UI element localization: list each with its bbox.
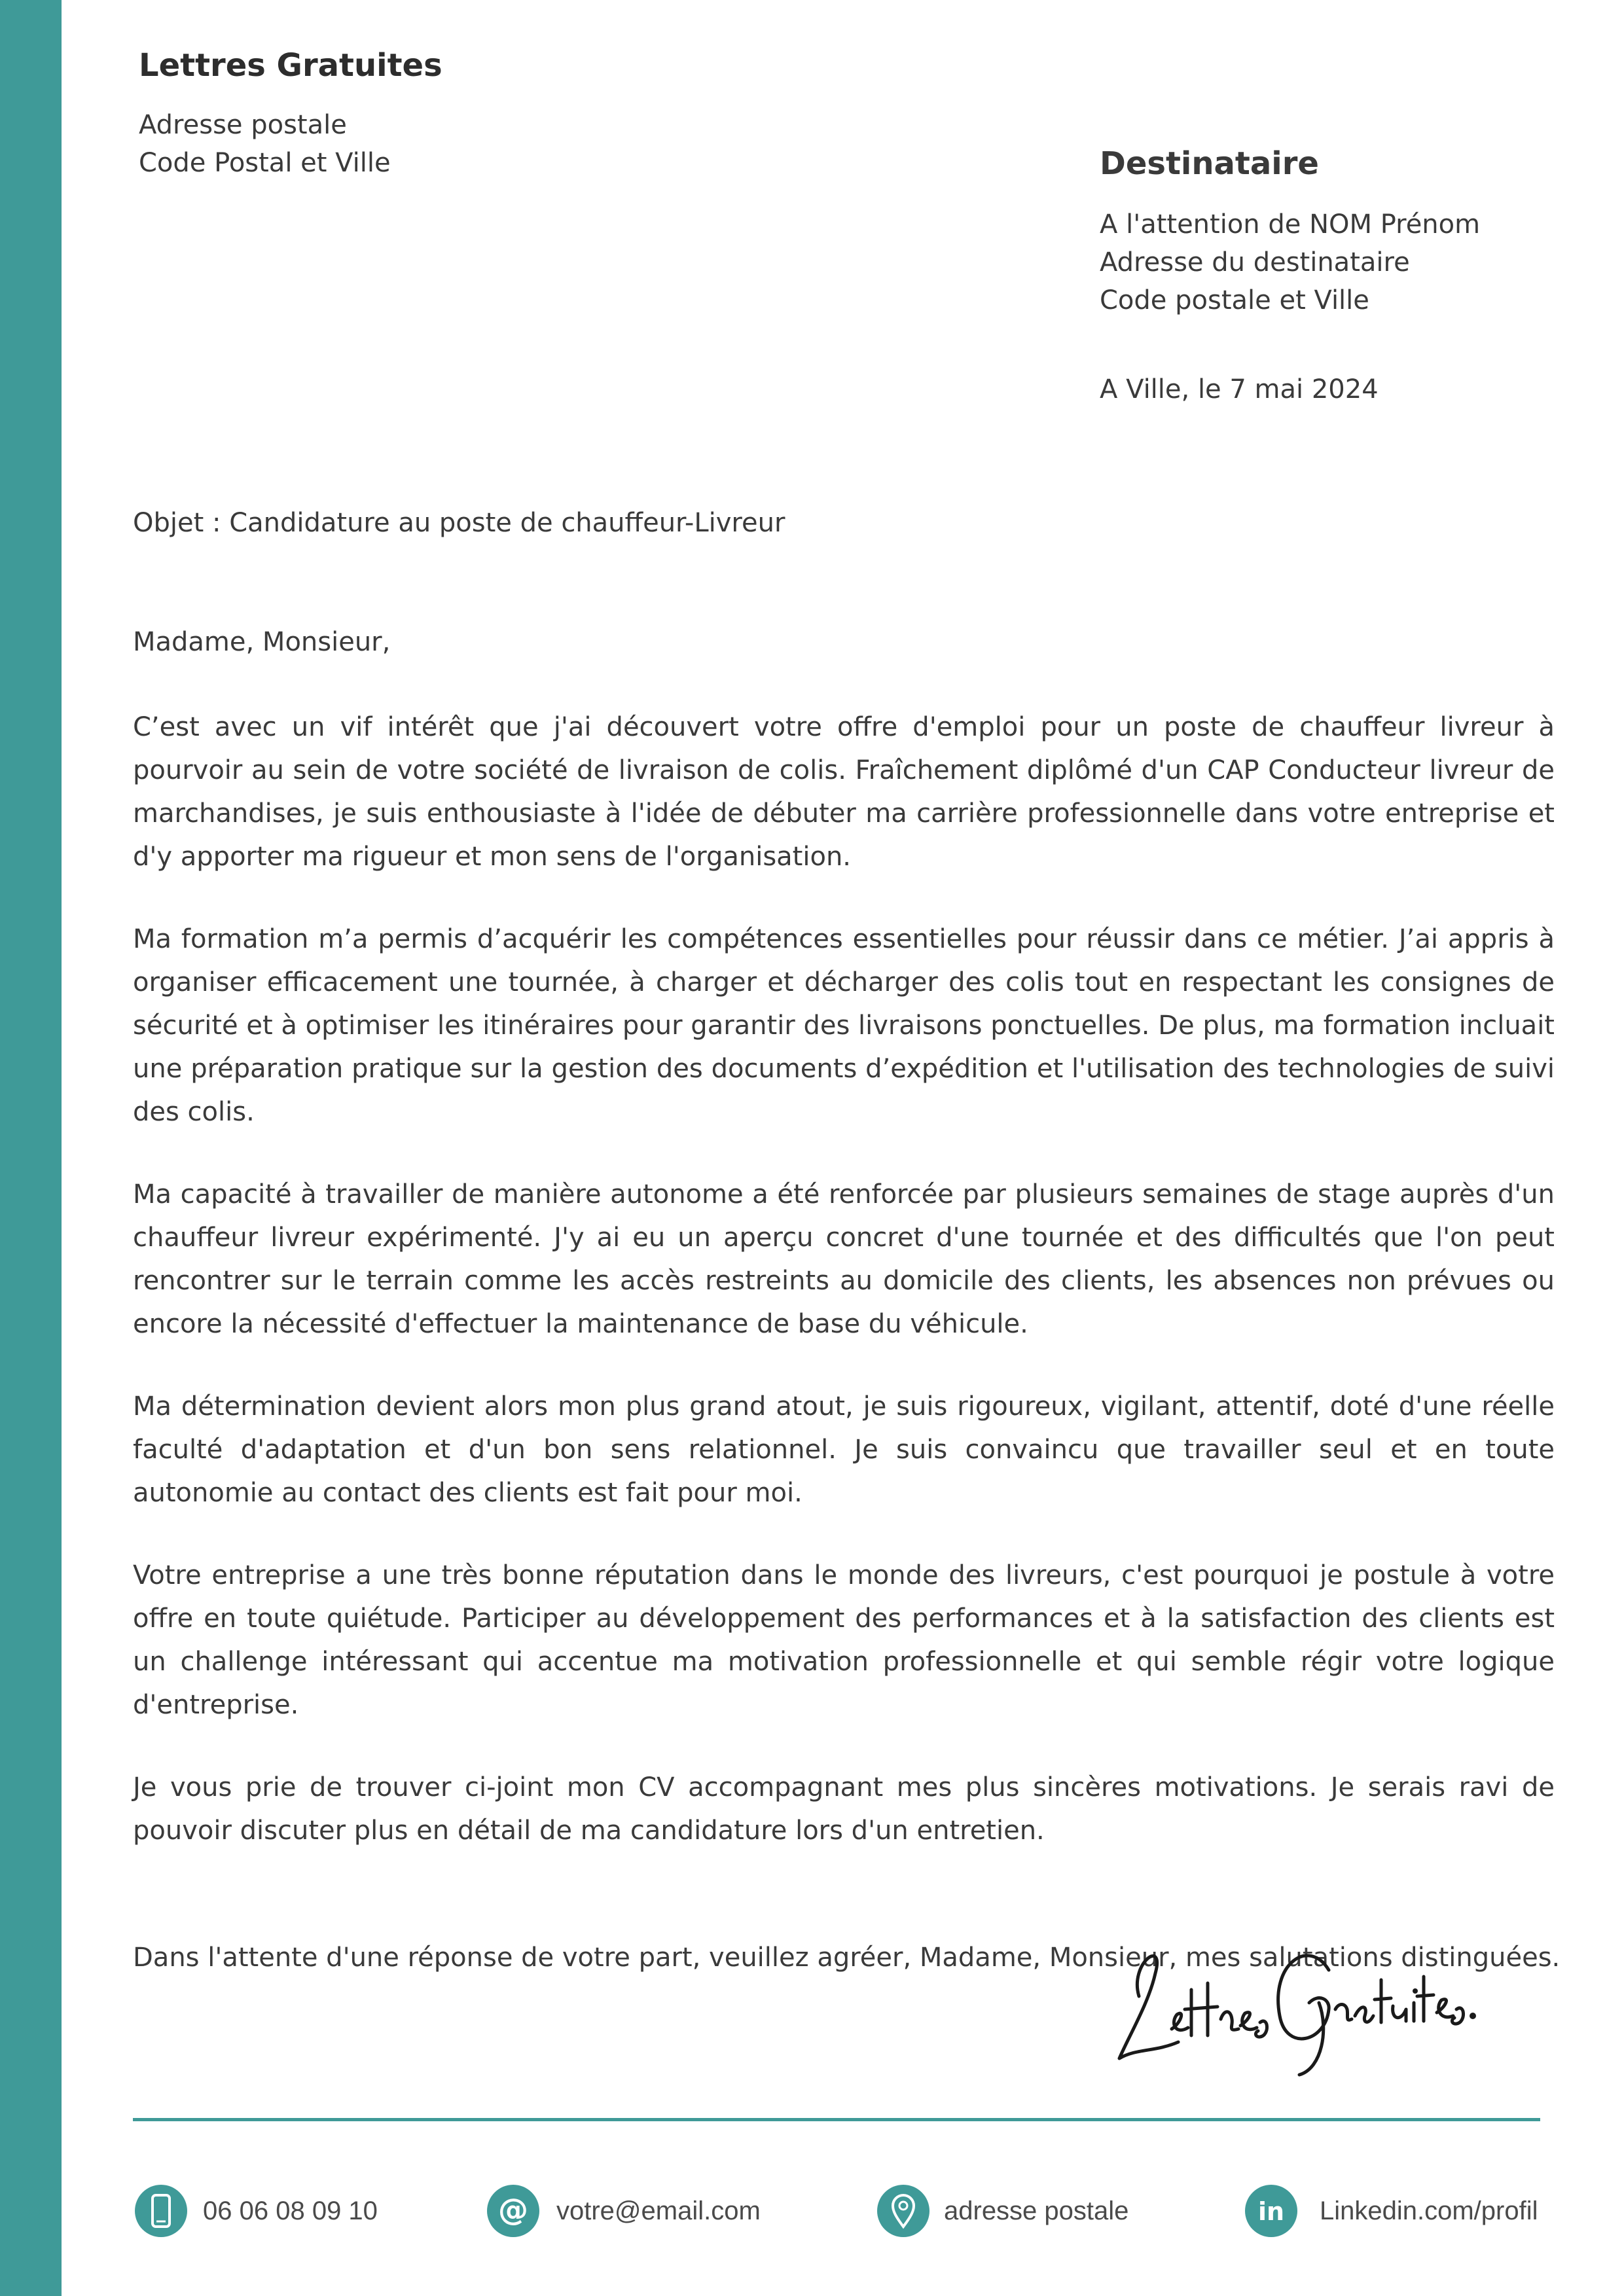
body-paragraph: C’est avec un vif intérêt que j'ai découvert votre offre d'emploi pour un poste de chauffeur livreur à pourvoir au sein de votre société de livraison de colis. Fraîchement diplômé d'un CAP Conducteur livreur de marchandises, je suis enthousiaste à l'idée de débuter ma carrière professionnelle dans votre entreprise et d'y apporter ma rigueur et mon sens de l'organisation.: [133, 712, 1555, 872]
sender-address: Adresse postale: [139, 110, 347, 140]
contact-email: votre@email.com: [556, 2197, 761, 2225]
sender-name: Lettres Gratuites: [139, 47, 442, 84]
at-icon: [487, 2185, 539, 2237]
letter-date: A Ville, le 7 mai 2024: [1100, 374, 1379, 404]
linkedin-icon: [1245, 2185, 1297, 2237]
letter-body: [133, 706, 1555, 1892]
body-paragraph: Ma capacité à travailler de manière autonome a été renforcée par plusieurs semaines de stage auprès d'un chauffeur livreur expérimenté. J'y ai eu un aperçu concret d'une tournée et des difficultés que l'on peut rencontrer sur le terrain comme les accès restreints au domicile des clients, les absences non prévues ou encore la nécessité d'effectuer la maintenance de base du véhicule.: [133, 1179, 1555, 1339]
location-pin-icon: [877, 2185, 929, 2237]
svg-text:in: in: [1257, 2197, 1285, 2226]
body-paragraph: Ma détermination devient alors mon plus grand atout, je suis rigoureux, vigilant, attentif, doté d'une réelle faculté d'adaptation et d'un bon sens relationnel. Je suis convaincu que travailler seul et en toute autonomie au contact des clients est fait pour moi.: [133, 1391, 1555, 1508]
closing-text: Dans l'attente d'une réponse de votre part, veuillez agréer, Madame, Monsieur, mes salutations distinguées.: [133, 1943, 1561, 1973]
contact-linkedin: Linkedin.com/profil: [1320, 2197, 1538, 2225]
letter-subject: Objet : Candidature au poste de chauffeur-Livreur: [133, 508, 785, 538]
phone-icon: [135, 2185, 187, 2237]
handwritten-signature: [1093, 1911, 1486, 2081]
salutation: Madame, Monsieur,: [133, 627, 391, 657]
contact-address: adresse postale: [944, 2197, 1129, 2225]
svg-text:@: @: [498, 2192, 528, 2227]
accent-sidebar: [0, 0, 62, 2296]
body-paragraph: Je vous prie de trouver ci-joint mon CV accompagnant mes plus sincères motivations. Je serais ravi de pouvoir discuter plus en détail de ma candidature lors d'un entretien.: [133, 1772, 1555, 1846]
contact-phone: 06 06 08 09 10: [203, 2197, 378, 2225]
recipient-title: Destinataire: [1100, 145, 1319, 182]
recipient-attention: A l'attention de NOM Prénom: [1100, 209, 1481, 240]
recipient-address: Adresse du destinataire: [1100, 247, 1410, 278]
footer-divider: [133, 2118, 1540, 2121]
body-paragraph: Ma formation m’a permis d’acquérir les compétences essentielles pour réussir dans ce métier. J’ai appris à organiser efficacement une tournée, à charger et décharger des colis tout en respectant les consignes de sécurité et à optimiser les itinéraires pour garantir des livraisons ponctuelles. De plus, ma formation incluait une préparation pratique sur la gestion des documents d’expédition et l'utilisation des technologies de suivi des colis.: [133, 924, 1555, 1127]
body-paragraph: Votre entreprise a une très bonne réputation dans le monde des livreurs, c'est pourquoi je postule à votre offre en toute quiétude. Participer au développement des performances et à la satisfaction des clients est un challenge intéressant qui accentue ma motivation professionnelle et qui semble régir votre logique d'entreprise.: [133, 1560, 1555, 1720]
sender-city: Code Postal et Ville: [139, 148, 391, 178]
recipient-city: Code postale et Ville: [1100, 285, 1369, 315]
